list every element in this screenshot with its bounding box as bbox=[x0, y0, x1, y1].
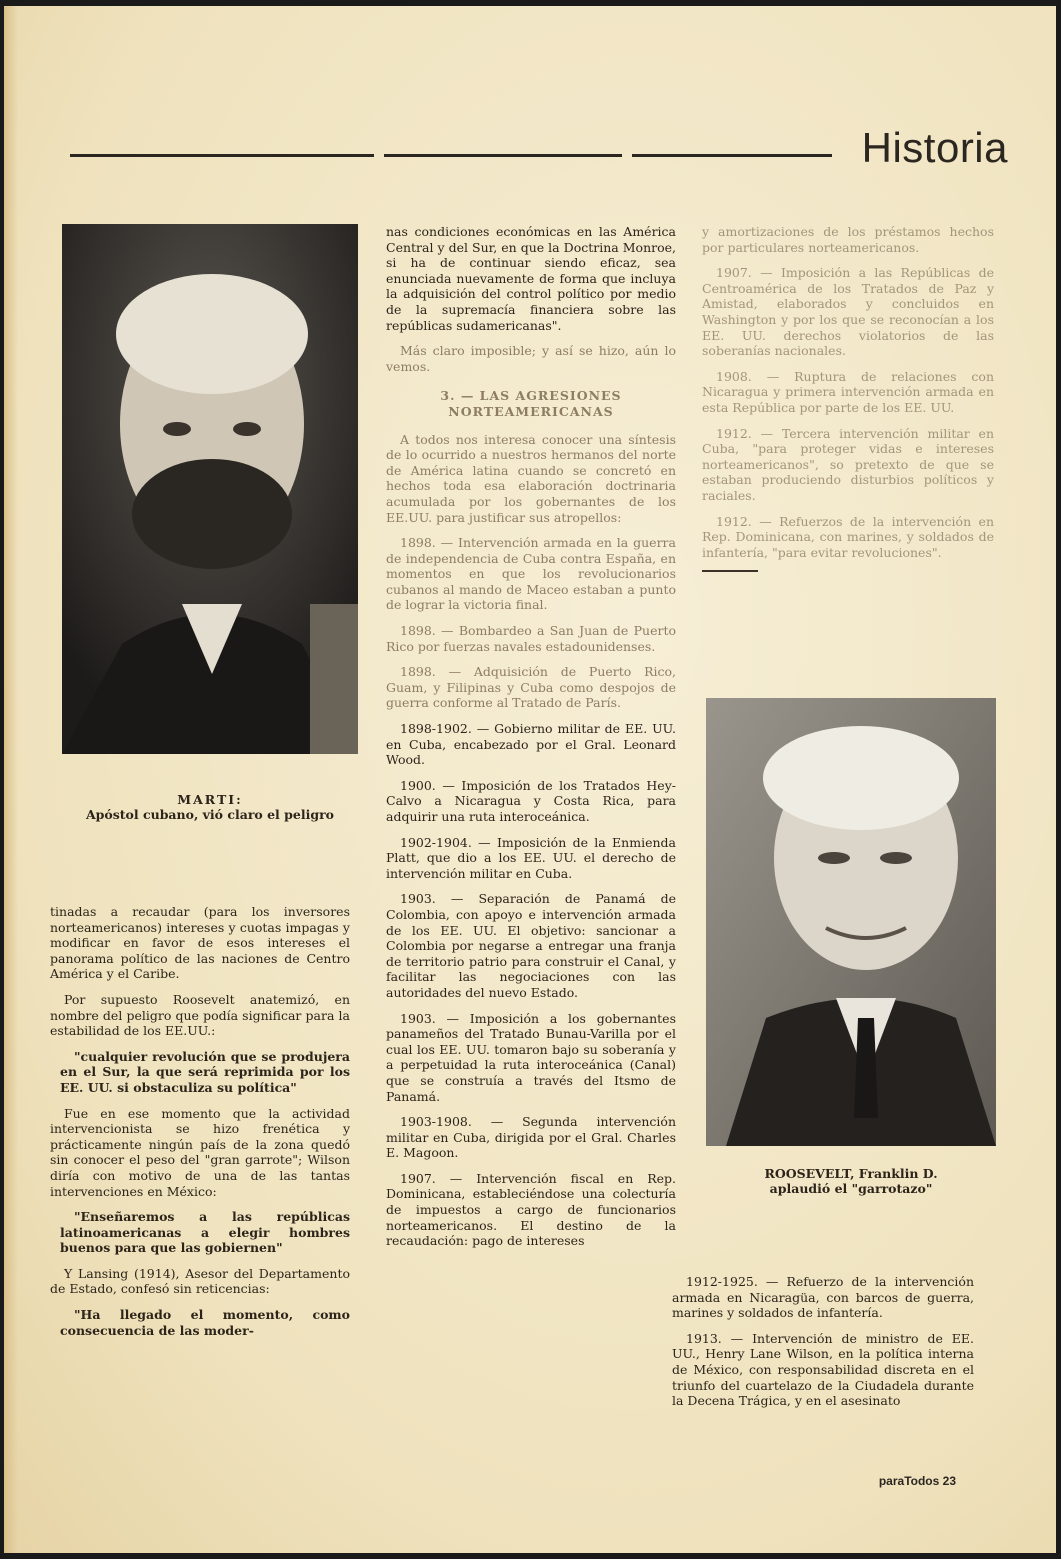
page-footer bbox=[879, 1474, 956, 1488]
col3-event-1907: 1907. — Imposición a las Repúblicas de Centroamérica de los Tratados de Paz y Amistad, elaborados y concluidos en Washington y por los que se reconocían a los EE. UU. derechos violatorios de las soberanías nacionales. bbox=[702, 265, 994, 359]
caption-marti-name: MARTI: bbox=[177, 792, 243, 807]
header-rule-left bbox=[70, 154, 374, 157]
column-2 bbox=[386, 224, 676, 1259]
footer-magazine-name: paraTodos bbox=[878, 1474, 940, 1488]
col1-quote-2: "Enseñaremos a las repúblicas latinoamericanas a elegir hombres buenos para que las gobiernen" bbox=[60, 1209, 350, 1256]
photo-roosevelt bbox=[706, 698, 996, 1146]
col1-quote-1: "cualquier revolución que se produjera en el Sur, la que será reprimida por los EE. UU. si obstaculiza su política" bbox=[60, 1048, 350, 1095]
caption-roosevelt-text: aplaudió el "garrotazo" bbox=[769, 1181, 933, 1196]
col1-paragraph-4: Y Lansing (1914), Asesor del Departamento de Estado, confesó sin reticencias: bbox=[50, 1265, 350, 1297]
caption-roosevelt-name: ROOSEVELT, Franklin D. bbox=[764, 1166, 938, 1181]
column-3 bbox=[702, 224, 994, 572]
caption-marti-text: Apóstol cubano, vió claro el peligro bbox=[85, 807, 335, 822]
col2-event-1903-1908: 1903-1908. — Segunda intervención militar en Cuba, dirigida por el Gral. Charles E. Magoon. bbox=[386, 1114, 676, 1161]
col2-event-1903-b: 1903. — Imposición a los gobernantes panameños del Tratado Bunau-Varilla por el cual los EE. UU. tomaron bajo su soberanía y a perpetuidad la ruta interoceánica (Canal) que se construía a través del Itsmo de Panamá. bbox=[386, 1010, 676, 1104]
portrait-marti-icon bbox=[62, 224, 358, 754]
footer-page-number: 23 bbox=[942, 1474, 956, 1488]
column-1 bbox=[50, 904, 350, 1348]
col2-event-1903-a: 1903. — Separación de Panamá de Colombia, con apoyo e intervención armada de los EE. UU. El objetivo: sancionar a Colombia por negarse a entregar una franja de territorio patrio para construir el Canal, y facilitar las negociaciones con las autoridades del nuevo Estado. bbox=[386, 891, 676, 1000]
col2-event-1898-c: 1898. — Adquisición de Puerto Rico, Guam, y Filipinas y Cuba como despojos de guerra conforme al Tratado de París. bbox=[386, 664, 676, 711]
caption-marti bbox=[62, 792, 358, 822]
col3-paragraph-0: y amortizaciones de los préstamos hechos por particulares norteamericanos. bbox=[702, 224, 994, 255]
magazine-page bbox=[4, 6, 1056, 1553]
col1-quote-3: "Ha llegado el momento, como consecuencia de las moder- bbox=[60, 1307, 350, 1338]
col2-paragraph-1: Más claro imposible; y así se hizo, aún lo vemos. bbox=[386, 343, 676, 374]
header-rule-right bbox=[632, 154, 832, 157]
col1-paragraph-3: Fue en ese momento que la actividad intervencionista se hizo frenética y prácticamente ningún país de la zona quedó sin conocer el peso del "gran garrote"; Wilson diría con motivo de una de las tantas intervenciones en México: bbox=[50, 1105, 350, 1199]
col3-event-1908: 1908. — Ruptura de relaciones con Nicaragua y primera intervención armada en esta República por parte de los EE. UU. bbox=[702, 368, 994, 415]
col2-event-1898-1902: 1898-1902. — Gobierno militar de EE. UU. en Cuba, encabezado por el Gral. Leonard Wood. bbox=[386, 721, 676, 768]
col3-event-1912-1925: 1912-1925. — Refuerzo de la intervención armada en Nicaragüa, con barcos de guerra, marines y soldados de infantería. bbox=[672, 1274, 974, 1321]
col3-divider bbox=[702, 570, 758, 572]
col3-event-1912-a: 1912. — Tercera intervención militar en Cuba, "para proteger vidas e intereses norteamericanos", so pretexto de que se estaban produciendo disturbios políticos y raciales. bbox=[702, 425, 994, 503]
col2-event-1902-1904: 1902-1904. — Imposición de la Enmienda Platt, que dio a los EE. UU. el derecho de intervención militar en Cuba. bbox=[386, 834, 676, 881]
col3-event-1912-b: 1912. — Refuerzos de la intervención en Rep. Dominicana, con marines, y soldados de infantería, "para evitar revoluciones". bbox=[702, 513, 994, 560]
col2-event-1907: 1907. — Intervención fiscal en Rep. Dominicana, estableciéndose una colecturía de impuestos a cargo de funcionarios norteamericanos. El destino de la recaudación: pago de intereses bbox=[386, 1170, 676, 1249]
photo-marti bbox=[62, 224, 358, 754]
col2-event-1900: 1900. — Imposición de los Tratados Hey-Calvo a Nicaragua y Costa Rica, para adquirir una ruta interoceánica. bbox=[386, 777, 676, 824]
col2-heading-agresiones: 3. — LAS AGRESIONES NORTEAMERICANAS bbox=[440, 388, 622, 419]
col2-event-1898-a: 1898. — Intervención armada en la guerra de independencia de Cuba contra España, en momentos en que los revolucionarios cubanos al mando de Maceo estaban a punto de lograr la victoria final. bbox=[386, 535, 676, 613]
col2-paragraph-2: A todos nos interesa conocer una síntesis de lo ocurrido a nuestros hermanos del norte de América latina cuando se concretó en hechos toda esa elaboración doctrinaria acumulada por los gobernantes de los EE.UU. para justificar sus atropellos: bbox=[386, 431, 676, 525]
col2-event-1898-b: 1898. — Bombardeo a San Juan de Puerto Rico por fuerzas navales estadounidenses. bbox=[386, 623, 676, 654]
col1-paragraph-1: tinadas a recaudar (para los inversores norteamericanos) intereses y cuotas impagas y modificar en favor de esos intereses el panorama político de las naciones de Centro América y el Caribe. bbox=[50, 904, 350, 982]
page-edge-shadow bbox=[4, 6, 18, 1553]
col3-event-1913: 1913. — Intervención de ministro de EE. UU., Henry Lane Wilson, en la política interna de México, con responsabilidad discreta en el triunfo del cuartelazo de la Ciudadela durante la Decena Trágica, y en el asesinato bbox=[672, 1330, 974, 1409]
section-title: Historia bbox=[861, 124, 1008, 171]
portrait-roosevelt-icon bbox=[706, 698, 996, 1146]
col2-paragraph-0: nas condiciones económicas en las América Central y del Sur, en que la Doctrina Monroe, si ha de continuar siendo eficaz, sea enunciada nuevamente de forma que incluya la adquisición del control político por medio de la supremacía financiera sobre las repúblicas sudamericanas". bbox=[386, 224, 676, 333]
header-rule-middle bbox=[384, 154, 622, 157]
column-3-lower bbox=[672, 1274, 974, 1419]
caption-roosevelt bbox=[706, 1166, 996, 1196]
col1-paragraph-2: Por supuesto Roosevelt anatemizó, en nombre del peligro que podía significar para la estabilidad de los EE.UU.: bbox=[50, 991, 350, 1039]
